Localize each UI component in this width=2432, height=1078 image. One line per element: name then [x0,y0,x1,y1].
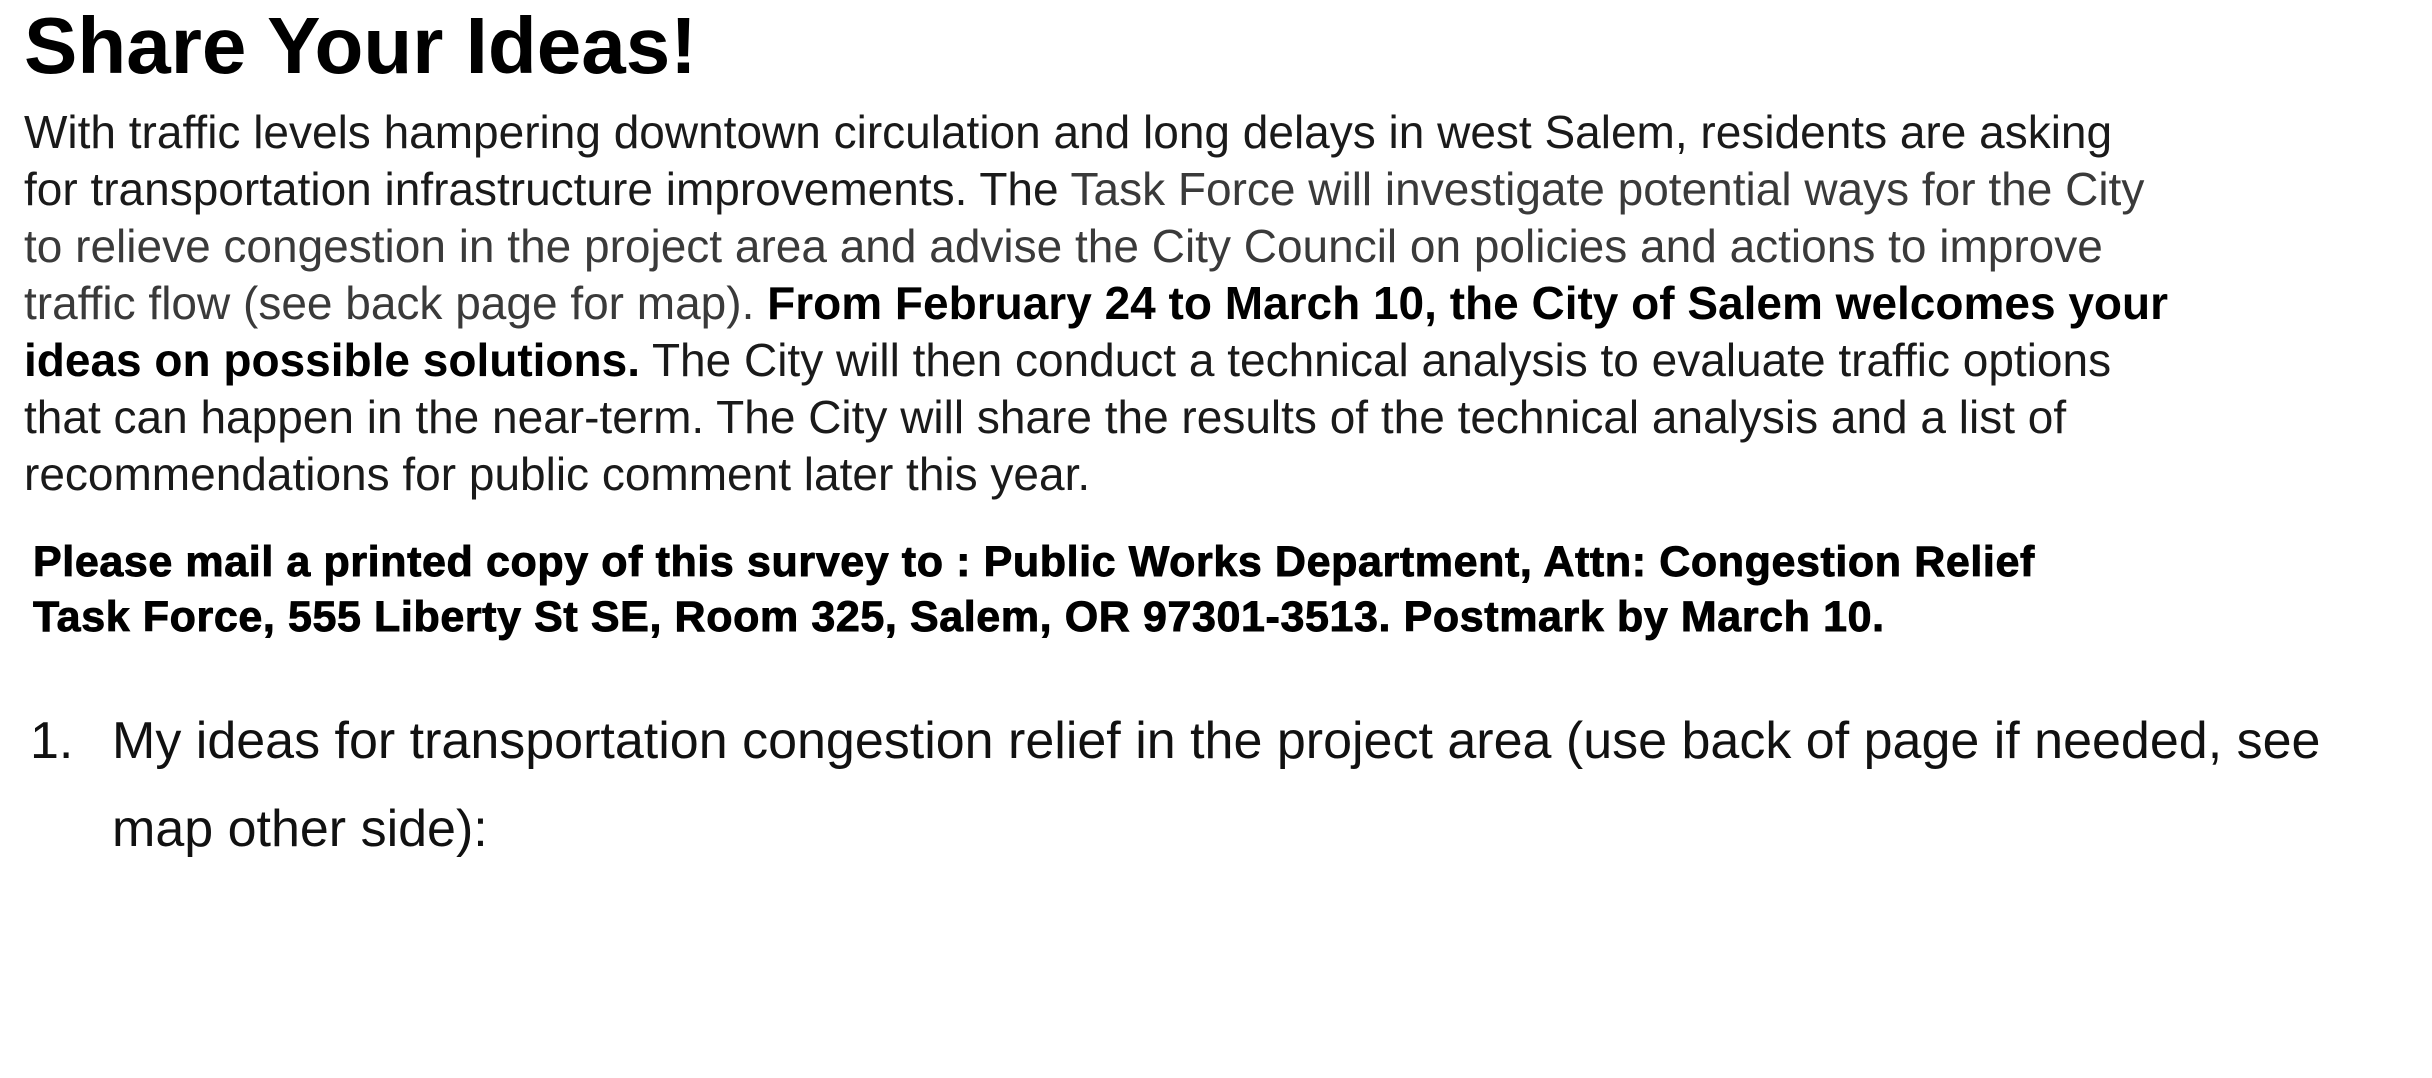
intro-text: to relieve congestion in the project area and advise the City Council on policies and actions to improve [24,220,2103,272]
mail-line-2: Task Force, 555 Liberty St SE, Room 325, Salem, OR 97301-3513. Postmark by March 10. [33,593,1885,641]
intro-line-4 [24,275,2414,332]
page-title: Share Your Ideas! [24,1,697,90]
intro-text: recommendations for public comment later this year. [24,448,1091,500]
intro-bold-text: ideas on possible solutions. [24,334,640,386]
question-number: 1. [30,712,74,770]
intro-line-1 [24,104,2414,161]
intro-bold-text: From February 24 to March 10, the City of Salem welcomes your [767,277,2169,329]
question-line-1: My ideas for transportation congestion relief in the project area (use back of page if needed, see [112,712,2321,770]
intro-line-2 [24,161,2414,218]
intro-paragraph [24,104,2414,503]
intro-text: for transportation infrastructure improvements. The [24,163,1071,215]
question-line-2: map other side): [112,800,488,858]
intro-text: With traffic levels hampering downtown circulation and long delays in west Salem, residents are asking [24,106,2113,158]
mail-line-1: Please mail a printed copy of this survey to : Public Works Department, Attn: Congestion Relief [33,538,2035,586]
intro-text: Task Force will investigate potential ways for the City [1070,163,2145,215]
question-text [112,697,2320,873]
intro-line-6 [24,389,2414,446]
mail-instructions [33,535,2035,645]
intro-text: that can happen in the near-term. The City will share the results of the technical analysis and a list of [24,391,2067,443]
intro-line-5 [24,332,2414,389]
intro-text: traffic flow (see back page for map). [24,277,768,329]
intro-line-7 [24,446,2414,503]
intro-text: The City will then conduct a technical analysis to evaluate traffic options [640,334,2112,386]
intro-line-3 [24,218,2414,275]
